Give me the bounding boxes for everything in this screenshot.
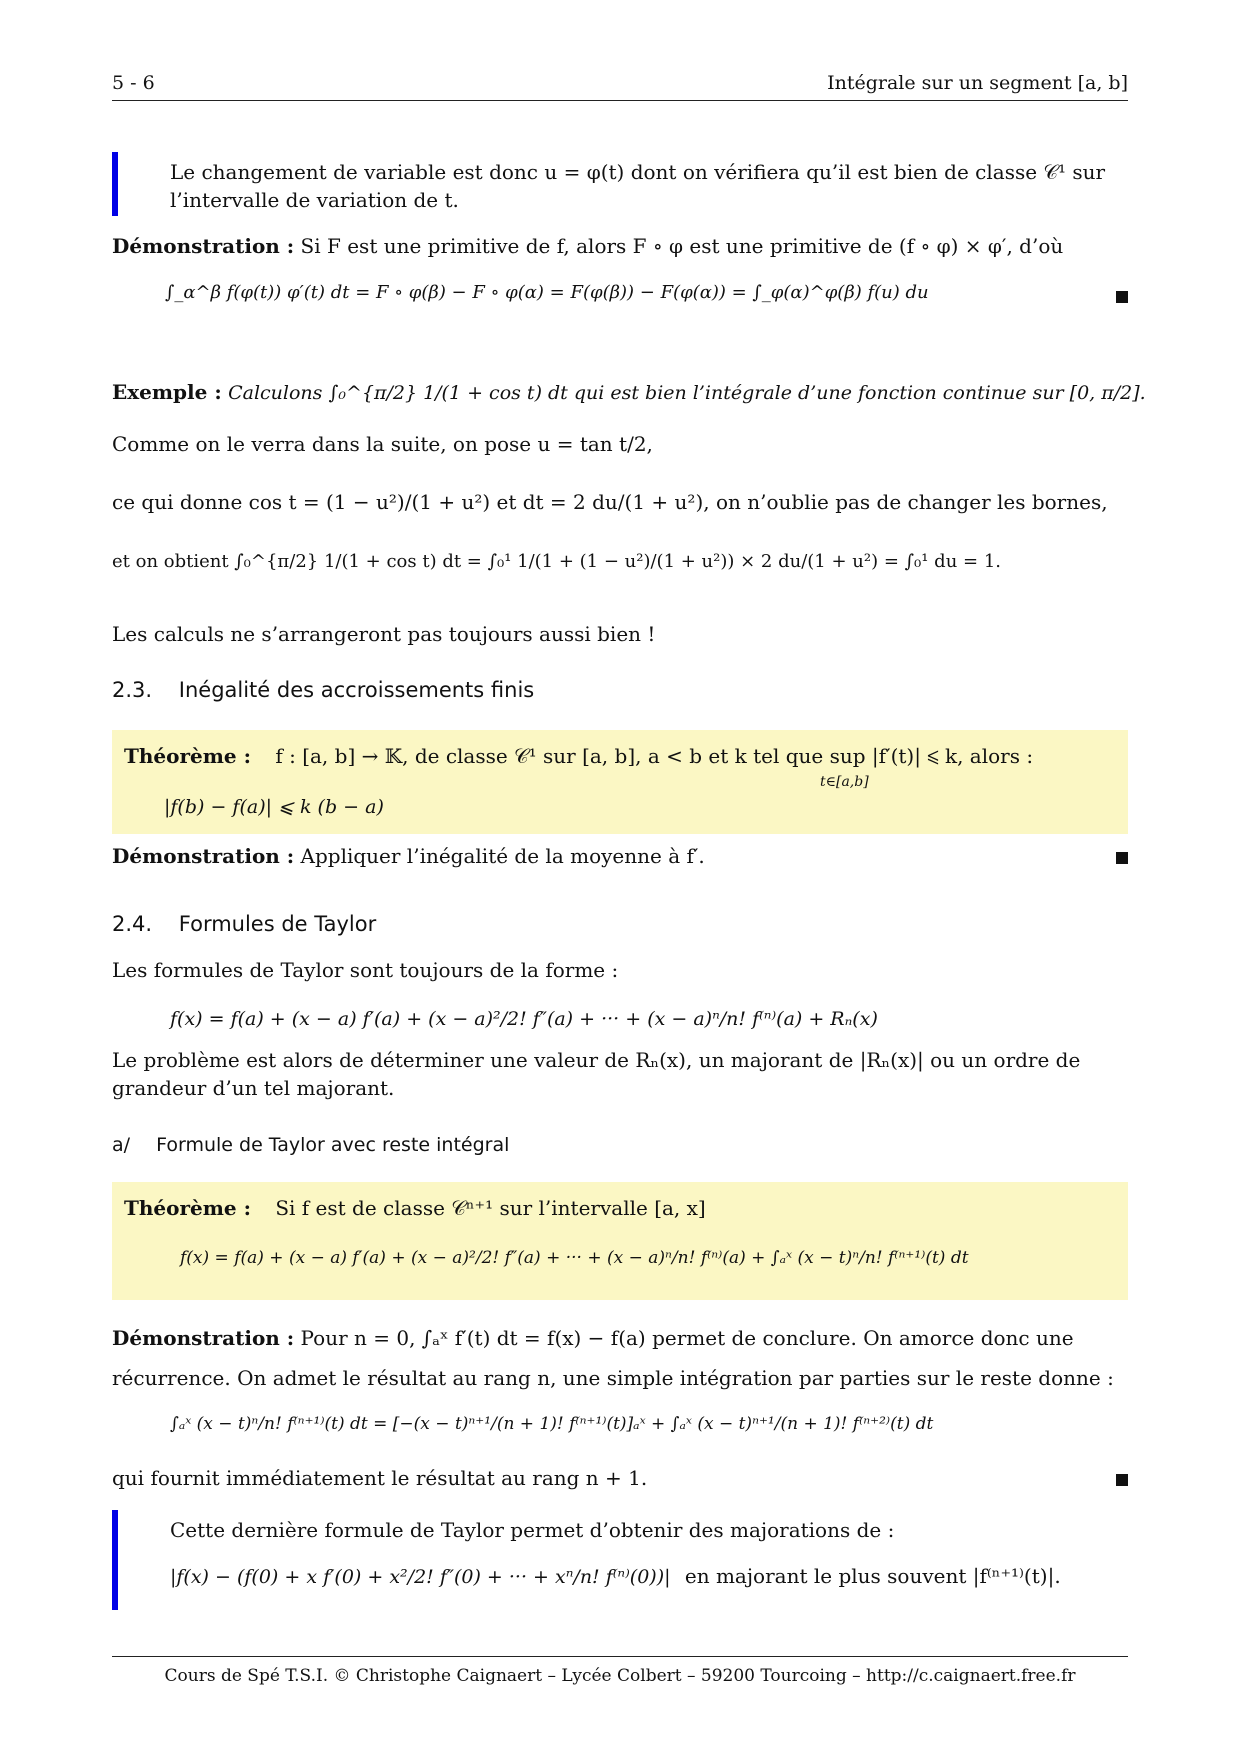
taylor-intro-formula: f(x) = f(a) + (x − a) f′(a) + (x − a)²/2! f″(a) + ··· + (x − a)ⁿ/n! f⁽ⁿ⁾(a) + Rₙ(x) — [170, 1008, 878, 1030]
remark-bar — [112, 152, 118, 216]
header-rule — [112, 100, 1128, 101]
theorem-2-formula: f(x) = f(a) + (x − a) f′(a) + (x − a)²/2! f″(a) + ··· + (x − a)ⁿ/n! f⁽ⁿ⁾(a) + ∫ₐˣ (x − t)ⁿ/n! f⁽ⁿ⁺¹⁾(t) dt — [180, 1248, 969, 1268]
demo-2-label: Démonstration : — [112, 844, 295, 868]
remark-2-tail: en majorant le plus souvent |f⁽ⁿ⁺¹⁾(t)|. — [684, 1564, 1061, 1588]
theorem-1-box — [112, 730, 1128, 834]
demo-1-formula: ∫_α^β f(φ(t)) φ′(t) dt = F ∘ φ(β) − F ∘ φ(α) = F(φ(β)) − F(φ(α)) = ∫_φ(α)^φ(β) f(u) du — [165, 282, 929, 303]
qed-square — [1116, 291, 1128, 303]
subsection-a-title: Formule de Taylor avec reste intégral — [156, 1134, 510, 1156]
remark-2-formula: |f(x) − (f(0) + x f′(0) + x²/2! f″(0) + ··· + xⁿ/n! f⁽ⁿ⁾(0))| — [170, 1566, 671, 1588]
demo-1-text: Si F est une primitive de f, alors F ∘ φ est une primitive de (f ∘ φ) × φ′, d’où — [300, 234, 1064, 258]
taylor-intro-line-3: grandeur d’un tel majorant. — [112, 1076, 395, 1100]
theorem-2-label: Théorème : — [124, 1196, 251, 1220]
footer-rule — [112, 1656, 1128, 1657]
example-line-3: ce qui donne cos t = (1 − u²)/(1 + u²) et dt = 2 du/(1 + u²), on n’oublie pas de changer les bornes, — [112, 490, 1108, 514]
chapter-title: Intégrale sur un segment [a, b] — [827, 72, 1128, 94]
qed-square — [1116, 852, 1128, 864]
section-2-4-title: Formules de Taylor — [178, 912, 377, 936]
taylor-intro-line-1: Les formules de Taylor sont toujours de la forme : — [112, 958, 619, 982]
demo-3-line-2: récurrence. On admet le résultat au rang n, une simple intégration par parties sur le reste donne : — [112, 1366, 1114, 1390]
remark-1-line-2: l’intervalle de variation de t. — [170, 188, 459, 212]
demo-2-text: Appliquer l’inégalité de la moyenne à f′. — [300, 844, 705, 868]
demo-3-line-1: Pour n = 0, ∫ₐˣ f′(t) dt = f(x) − f(a) permet de conclure. On amorce donc une — [300, 1326, 1074, 1350]
remark-bar — [112, 1510, 118, 1610]
footer-text: Cours de Spé T.S.I. © Christophe Caignaert – Lycée Colbert – 59200 Tourcoing – http://c.caignaert.free.fr — [164, 1666, 1076, 1686]
example-label: Exemple : — [112, 380, 222, 404]
theorem-1-statement: f : [a, b] → 𝕂, de classe 𝒞¹ sur [a, b], a < b et k tel que sup |f′(t)| ⩽ k, alors : — [275, 744, 1034, 768]
example-line-5: Les calculs ne s’arrangeront pas toujours aussi bien ! — [112, 622, 656, 646]
taylor-intro-line-2: Le problème est alors de déterminer une valeur de Rₙ(x), un majorant de |Rₙ(x)| ou un ordre de — [112, 1048, 1081, 1072]
theorem-1-formula: |f(b) − f(a)| ⩽ k (b − a) — [164, 796, 384, 818]
theorem-1-label: Théorème : — [124, 744, 251, 768]
demo-3-line-3: qui fournit immédiatement le résultat au rang n + 1. — [112, 1466, 648, 1490]
remark-2-line-1: Cette dernière formule de Taylor permet d’obtenir des majorations de : — [170, 1518, 895, 1542]
theorem-2-statement: Si f est de classe 𝒞ⁿ⁺¹ sur l’intervalle [a, x] — [275, 1196, 706, 1220]
theorem-2-box — [112, 1182, 1128, 1300]
section-2-3-title: Inégalité des accroissements finis — [178, 678, 535, 702]
page-number: 5 - 6 — [112, 72, 155, 94]
demo-3-label: Démonstration : — [112, 1326, 295, 1350]
example-line-2: Comme on le verra dans la suite, on pose u = tan t/2, — [112, 432, 653, 456]
remark-1-line-1: Le changement de variable est donc u = φ(t) dont on vérifiera qu’il est bien de classe 𝒞¹ sur — [170, 160, 1106, 184]
qed-square — [1116, 1474, 1128, 1486]
example-line-1: Calculons ∫₀^{π/2} 1/(1 + cos t) dt qui est bien l’intégrale d’une fonction continue sur [0, π/2]. — [228, 382, 1146, 404]
demo-3-formula: ∫ₐˣ (x − t)ⁿ/n! f⁽ⁿ⁺¹⁾(t) dt = [−(x − t)ⁿ⁺¹/(n + 1)! f⁽ⁿ⁺¹⁾(t)]ₐˣ + ∫ₐˣ (x − t)ⁿ⁺¹/(n + 1)! f⁽ⁿ⁺²⁾(t) dt — [170, 1414, 934, 1434]
section-2-4-number: 2.4. — [112, 912, 153, 936]
subsection-a-number: a/ — [112, 1134, 131, 1156]
theorem-1-sup-index: t∈[a,b] — [820, 774, 869, 790]
demo-1-label: Démonstration : — [112, 234, 295, 258]
section-2-3-number: 2.3. — [112, 678, 153, 702]
example-line-4: et on obtient ∫₀^{π/2} 1/(1 + cos t) dt = ∫₀¹ 1/(1 + (1 − u²)/(1 + u²)) × 2 du/(1 + u²) = ∫₀¹ du = 1. — [112, 551, 1001, 572]
